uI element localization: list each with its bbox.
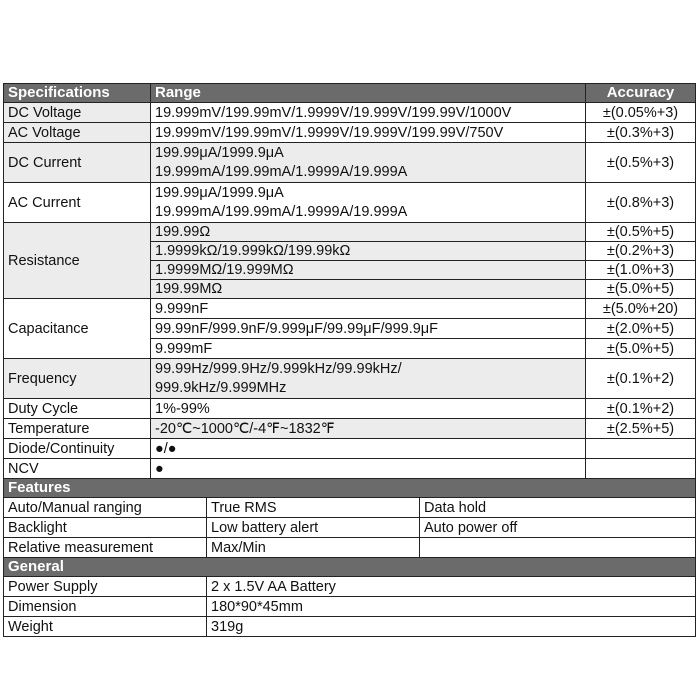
ac-voltage-accuracy: ±(0.3%+3)	[586, 123, 696, 143]
dc-current-accuracy: ±(0.5%+3)	[586, 143, 696, 183]
dimension-value: 180*90*45mm	[207, 597, 696, 617]
temperature-row	[4, 419, 696, 439]
ac-current-range	[151, 183, 586, 223]
dc-current-label: DC Current	[4, 143, 151, 183]
dimension-label: Dimension	[4, 597, 207, 617]
duty-cycle-row	[4, 399, 696, 419]
weight-value: 319g	[207, 617, 696, 637]
resistance-range-2: 1.9999kΩ/19.999kΩ/199.99kΩ	[151, 242, 586, 261]
duty-cycle-label: Duty Cycle	[4, 399, 151, 419]
capacitance-range-1: 9.999nF	[151, 299, 586, 319]
temperature-label: Temperature	[4, 419, 151, 439]
diode-continuity-range: ●/●	[151, 439, 586, 459]
ac-current-label: AC Current	[4, 183, 151, 223]
ac-current-accuracy: ±(0.8%+3)	[586, 183, 696, 223]
power-supply-value: 2 x 1.5V AA Battery	[207, 577, 696, 597]
temperature-range: -20℃~1000℃/-4℉~1832℉	[151, 419, 586, 439]
resistance-row-1	[4, 223, 696, 242]
capacitance-label: Capacitance	[4, 299, 151, 359]
duty-cycle-range: 1%-99%	[151, 399, 586, 419]
features-row-2	[4, 518, 696, 538]
feature-low-battery-alert: Low battery alert	[207, 518, 420, 538]
ncv-range: ●	[151, 459, 586, 479]
ncv-label: NCV	[4, 459, 151, 479]
frequency-row	[4, 359, 696, 399]
resistance-accuracy-1: ±(0.5%+5)	[586, 223, 696, 242]
ac-voltage-range: 19.999mV/199.99mV/1.9999V/19.999V/199.99V/750V	[151, 123, 586, 143]
capacitance-range-3: 9.999mF	[151, 339, 586, 359]
capacitance-range-2: 99.99nF/999.9nF/9.999μF/99.99μF/999.9μF	[151, 319, 586, 339]
resistance-range-1: 199.99Ω	[151, 223, 586, 242]
features-header-row	[4, 479, 696, 498]
weight-label: Weight	[4, 617, 207, 637]
resistance-range-4: 199.99MΩ	[151, 280, 586, 299]
spec-sheet	[3, 83, 695, 637]
features-header: Features	[4, 479, 696, 498]
frequency-label: Frequency	[4, 359, 151, 399]
specifications-header: Specifications	[4, 84, 151, 103]
accuracy-header: Accuracy	[586, 84, 696, 103]
resistance-accuracy-4: ±(5.0%+5)	[586, 280, 696, 299]
dc-voltage-row	[4, 103, 696, 123]
range-header: Range	[151, 84, 586, 103]
spec-table	[3, 83, 696, 637]
ncv-accuracy	[586, 459, 696, 479]
dimension-row	[4, 597, 696, 617]
capacitance-row-1	[4, 299, 696, 319]
capacitance-accuracy-2: ±(2.0%+5)	[586, 319, 696, 339]
frequency-range	[151, 359, 586, 399]
frequency-accuracy: ±(0.1%+2)	[586, 359, 696, 399]
ncv-row	[4, 459, 696, 479]
feature-true-rms: True RMS	[207, 498, 420, 518]
features-row-1	[4, 498, 696, 518]
feature-data-hold: Data hold	[420, 498, 696, 518]
features-row-3	[4, 538, 696, 558]
feature-auto-manual-ranging: Auto/Manual ranging	[4, 498, 207, 518]
temperature-accuracy: ±(2.5%+5)	[586, 419, 696, 439]
ac-voltage-label: AC Voltage	[4, 123, 151, 143]
dc-current-row	[4, 143, 696, 183]
dc-voltage-range: 19.999mV/199.99mV/1.9999V/19.999V/199.99V/1000V	[151, 103, 586, 123]
feature-backlight: Backlight	[4, 518, 207, 538]
ac-current-row	[4, 183, 696, 223]
diode-continuity-row	[4, 439, 696, 459]
dc-current-range-line1: 199.99μA/1999.9μA	[155, 144, 284, 161]
feature-auto-power-off: Auto power off	[420, 518, 696, 538]
ac-current-range-line1: 199.99μA/1999.9μA	[155, 184, 284, 201]
power-supply-row	[4, 577, 696, 597]
feature-relative-measurement: Relative measurement	[4, 538, 207, 558]
capacitance-accuracy-1: ±(5.0%+20)	[586, 299, 696, 319]
specifications-header-row	[4, 84, 696, 103]
diode-continuity-accuracy	[586, 439, 696, 459]
dc-current-range	[151, 143, 586, 183]
general-header: General	[4, 558, 696, 577]
resistance-range-3: 1.9999MΩ/19.999MΩ	[151, 261, 586, 280]
duty-cycle-accuracy: ±(0.1%+2)	[586, 399, 696, 419]
power-supply-label: Power Supply	[4, 577, 207, 597]
dc-voltage-accuracy: ±(0.05%+3)	[586, 103, 696, 123]
ac-current-range-line2: 19.999mA/199.99mA/1.9999A/19.999A	[155, 203, 408, 220]
resistance-accuracy-3: ±(1.0%+3)	[586, 261, 696, 280]
dc-voltage-label: DC Voltage	[4, 103, 151, 123]
general-header-row	[4, 558, 696, 577]
resistance-label: Resistance	[4, 223, 151, 299]
resistance-accuracy-2: ±(0.2%+3)	[586, 242, 696, 261]
frequency-range-line2: 999.9kHz/9.999MHz	[155, 379, 287, 396]
frequency-range-line1: 99.99Hz/999.9Hz/9.999kHz/99.99kHz/	[155, 360, 402, 377]
ac-voltage-row	[4, 123, 696, 143]
capacitance-accuracy-3: ±(5.0%+5)	[586, 339, 696, 359]
dc-current-range-line2: 19.999mA/199.99mA/1.9999A/19.999A	[155, 163, 408, 180]
feature-max-min: Max/Min	[207, 538, 420, 558]
weight-row	[4, 617, 696, 637]
feature-empty-cell	[420, 538, 696, 558]
diode-continuity-label: Diode/Continuity	[4, 439, 151, 459]
